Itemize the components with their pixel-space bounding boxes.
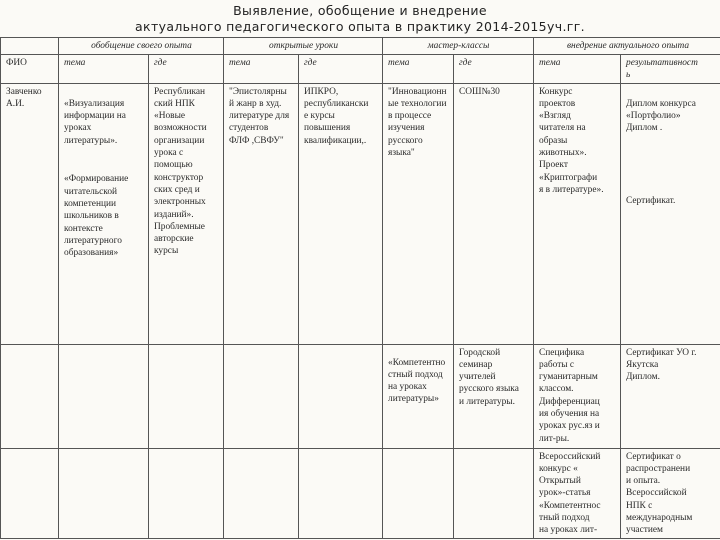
cell-result: Сертификат УО г. Якутска Диплом. [621,344,720,448]
group-header-empty [1,38,59,55]
group-header-implementation: внедрение актуального опыта [534,38,720,55]
cell-where-lesson: ИПКРО, республикански е курсы повышения квалификации,. [299,83,383,344]
cell-fio: Завченко А.И. [1,83,59,344]
column-header-where-1: где [149,55,224,84]
cell-topic-implementation: Специфика работы с гуманитарным классом. Дифференциац ия обучения на уроках рус.яз и лит-ры. [534,344,621,448]
cell-topic-lesson [224,448,299,538]
table-row [1,448,720,538]
cell-topic-own-a: «Визуализация информации на уроках литературы». [64,98,126,146]
page-title-line-2: актуального педагогического опыта в практику 2014-2015уч.гг. [135,19,585,34]
column-header-topic-1: тема [59,55,149,84]
cell-topic-own-b: «Формирование читательской компетенции школьников в контексте литературного образования» [64,174,129,259]
cell-result [621,83,720,344]
cell-topic-lesson [224,344,299,448]
cell-topic-implementation: Всероссийский конкурс « Открытый урок»-статья «Компетентнос тный подход на уроках лит- [534,448,621,538]
table-row [1,83,720,344]
column-header-topic-3: тема [383,55,454,84]
cell-result: Сертификат о распространени и опыта. Всероссийской НПК с международным участием [621,448,720,538]
cell-where-master: Городской семинар учителей русского языка и литературы. [454,344,534,448]
group-header-open-lessons: открытые уроки [224,38,383,55]
group-header-row [1,38,720,55]
column-header-topic-2: тема [224,55,299,84]
cell-topic-own [59,448,149,538]
page-header [0,0,720,36]
cell-where-master [454,448,534,538]
cell-topic-master: "Инновационн ые технологии в процессе изучения русского языка" [383,83,454,344]
page-title-line-1: Выявление, обобщение и внедрение [233,3,487,18]
column-header-result: результативност ь [621,55,720,84]
column-header-where-2: где [299,55,383,84]
column-header-fio: ФИО [1,55,59,84]
sub-header-row [1,55,720,84]
cell-where-own [149,344,224,448]
cell-result-a: Диплом конкурса «Портфолио» Диплом . [626,98,696,134]
cell-where-own [149,448,224,538]
cell-fio [1,344,59,448]
cell-fio [1,448,59,538]
table-row [1,344,720,448]
group-header-own-experience: обобщение своего опыта [59,38,224,55]
column-header-where-3: где [454,55,534,84]
cell-where-own: Республикан ский НПК «Новые возможности организации урока с помощью конструктор ских сред и электронных изданий». Проблемные авторские курсы [149,83,224,344]
cell-result-b: Сертификат. [626,196,676,207]
cell-where-lesson [299,448,383,538]
cell-topic-own [59,83,149,344]
cell-topic-lesson: "Эпистолярны й жанр в худ. литературе для студентов ФЛФ ,СВФУ" [224,83,299,344]
experience-table [0,37,720,539]
group-header-master-classes: мастер-классы [383,38,534,55]
cell-topic-own [59,344,149,448]
cell-topic-master [383,448,454,538]
cell-topic-implementation: Конкурс проектов «Взгляд читателя на образы животных». Проект «Криптографи я в литературе». [534,83,621,344]
cell-topic-master: «Компетентно стный подход на уроках литературы» [383,344,454,448]
cell-where-lesson [299,344,383,448]
cell-where-master: СОШ№30 [454,83,534,344]
column-header-topic-4: тема [534,55,621,84]
